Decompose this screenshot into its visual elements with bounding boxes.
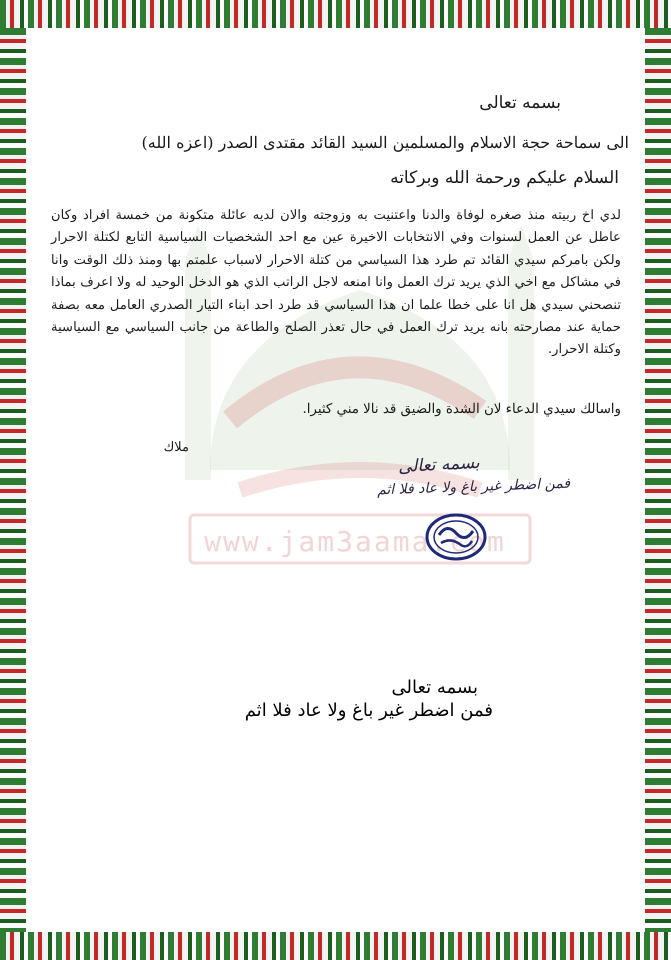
letter-greeting: السلام عليكم ورحمة الله وبركاته (390, 168, 619, 188)
sender-name: ملاك (163, 440, 189, 455)
handwritten-reply-line1: بسمه تعالى (397, 452, 481, 478)
watermark-url: www.jam3aama.com (204, 525, 506, 558)
handwritten-reply (340, 452, 571, 505)
letter-request: واسالك سيدي الدعاء لان الشدة والضيق قد نالا مني كثيرا. (302, 402, 621, 417)
decorative-border-right (645, 28, 671, 932)
seal-stamp-icon (425, 513, 487, 561)
letter-salutation: بسمه تعالى (479, 93, 561, 113)
decorative-border-left (0, 28, 26, 932)
decorative-border-top (0, 0, 671, 28)
decorative-border-bottom (0, 932, 671, 960)
official-seal (425, 513, 487, 561)
typed-reply-line1: بسمه تعالى (391, 677, 478, 698)
handwritten-reply-line2: فمن اضطر غير باغ ولا عاد فلا اثم (376, 475, 571, 499)
letter-addressee: الى سماحة حجة الاسلام والمسلمين السيد القائد مقتدى الصدر (اعزه الله) (141, 133, 629, 152)
typed-reply-line2: فمن اضطر غير باغ ولا عاد فلا اثم (244, 700, 493, 721)
letter-body: لدي اخ ربيته منذ صغره لوفاة والدنا واعتنيت به وزوجته والان لديه عائلة متكونة من خمسة افراد وكان عاطل عن العمل لسنوات وفي الانتخابات الاخيرة عين مع احد الشخصيات السياسية التابع لكتلة الاحرار ولكن بامركم سيدي القائد تم طرد هذا السياسي من كتلة الاحرار لاسباب علمتم بها ومنذ ذلك الوقت وانا في مشاكل مع اخي الذي يريد ترك العمل وانا امنعه لاجل الراتب الذي هو الدخل الوحيد له ولا اعرف بماذا تنصحني سيدي هل انا على خطا علما ان هذا السياسي قد طرد احد ابناء التيار الصدري العامل معه بصفة حماية عند مصارحته بانه يريد ترك العمل في حال تعذر الصلح والطاعة من جانب السياسي مع السياسية وكتلة الاحرار. (51, 208, 621, 358)
